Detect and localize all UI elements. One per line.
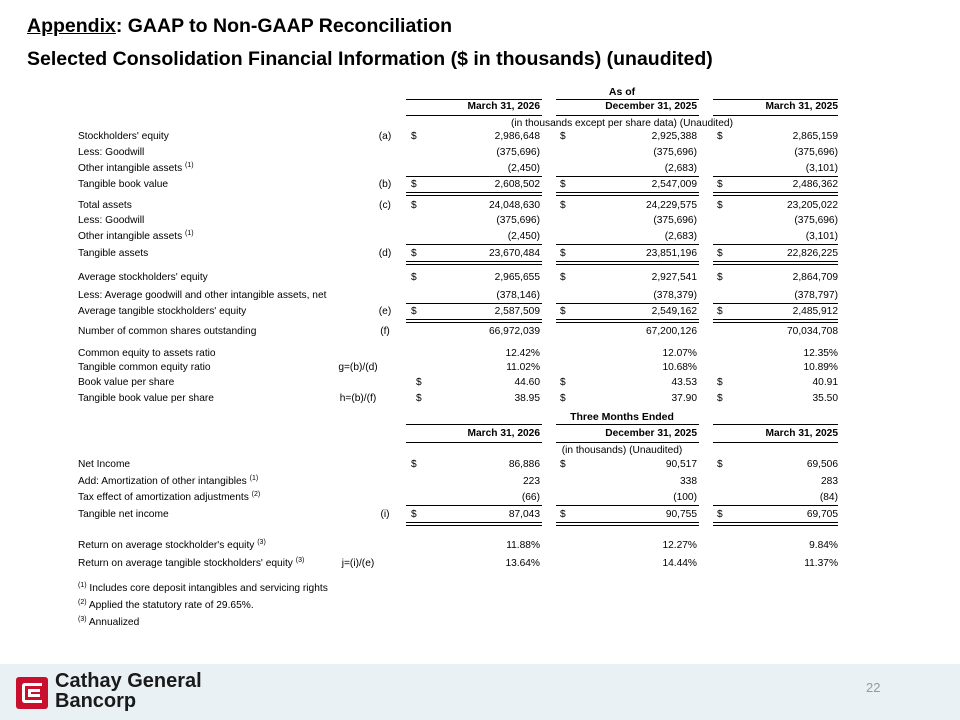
row-code: (e) [378,306,392,317]
dollar-sign: $ [717,272,723,283]
dollar-sign: $ [411,306,417,317]
page-subtitle: Selected Consolidation Financial Information ($ in thousands) (unaudited) [27,48,713,70]
footnote [78,583,328,595]
row-label [78,476,258,488]
subtotal-rule [713,176,838,177]
section2-caption-rule [406,424,542,425]
dollar-sign: $ [717,393,723,404]
row-label-text: Return on average tangible stockholders' equity [78,558,293,569]
row-label [78,540,266,552]
row-code: (f) [380,326,390,337]
section2-column-header: December 31, 2025 [605,428,697,439]
dollar-sign: $ [717,306,723,317]
subtotal-rule [556,244,699,245]
cell-value: 66,972,039 [489,326,540,337]
row-label [78,306,246,318]
section1-header-rule [556,115,699,116]
subtotal-rule [713,505,838,506]
row-label-text: Other intangible assets [78,163,183,174]
subtotal-rule [556,176,699,177]
cell-value: 2,864,709 [792,272,838,283]
cell-value: (375,696) [496,147,540,158]
section1-caption: As of [608,86,636,98]
dollar-sign: $ [560,131,566,142]
cell-value: 24,048,630 [489,200,540,211]
row-label [78,362,211,374]
dollar-sign: $ [411,459,417,470]
cell-value: 22,826,225 [787,248,838,259]
dollar-sign: $ [411,131,417,142]
row-label [78,393,214,405]
total-double-rule [713,192,838,196]
row-label-text: Less: Goodwill [78,147,145,158]
total-double-rule [556,192,699,196]
row-label [78,200,132,212]
row-label [78,215,144,227]
cell-value: 35.50 [812,393,838,404]
cell-value: (378,146) [496,290,540,301]
dollar-sign: $ [560,459,566,470]
cell-value: 2,925,388 [651,131,697,142]
subtotal-rule [556,303,699,304]
cell-value: 37.90 [671,393,697,404]
row-label-text: Average tangible stockholders' equity [78,306,247,317]
cell-value: 11.37% [804,558,838,569]
dollar-sign: $ [560,509,566,520]
section2-header-rule [556,442,699,443]
footnote-marker: (1) [249,475,259,482]
dollar-sign: $ [411,509,417,520]
total-double-rule [406,319,542,323]
cell-value: (2,683) [664,231,697,242]
row-label-text: Book value per share [78,377,175,388]
dollar-sign: $ [560,377,566,388]
row-label-text: Number of common shares outstanding [78,326,257,337]
row-label [78,179,168,191]
cell-value: (375,696) [496,215,540,226]
footnote-marker: (3) [257,539,266,546]
dollar-sign: $ [560,393,566,404]
cell-value: 9.84% [809,540,838,551]
cell-value: (2,450) [507,231,540,242]
cell-value: (375,696) [794,215,838,226]
footnote-text: Includes core deposit intangibles and servicing rights [89,583,328,594]
dollar-sign: $ [411,248,417,259]
footnote-marker: (1) [185,162,194,169]
total-double-rule [556,522,699,526]
row-label [78,147,144,159]
row-label-text: Tangible assets [78,248,149,259]
cell-value: (66) [521,492,540,503]
section2-caption-rule [556,424,699,425]
cell-value: (378,379) [653,290,697,301]
cell-value: 2,927,541 [651,272,697,283]
row-label-text: Tax effect of amortization adjustments [78,492,249,503]
section1-header-rule [406,115,542,116]
row-code: (i) [380,509,390,520]
footnote-marker: (2) [78,599,87,606]
row-code: (d) [378,248,392,259]
cell-value: 14.44% [662,558,697,569]
cell-value: 2,608,502 [494,179,540,190]
row-label-text: Add: Amortization of other intangibles [78,476,247,487]
total-double-rule [556,261,699,265]
row-label-text: Tangible common equity ratio [78,362,211,373]
cell-value: 11.88% [506,540,540,551]
footnote [78,617,139,629]
section2-units-note: (in thousands) (Unaudited) [561,445,683,456]
dollar-sign: $ [560,306,566,317]
dollar-sign: $ [416,377,422,388]
cell-value: 2,549,162 [651,306,697,317]
section2-column-header: March 31, 2025 [765,428,838,439]
cell-value: 10.89% [803,362,838,373]
dollar-sign: $ [717,248,723,259]
row-label [78,248,148,260]
footnote-marker: (3) [295,557,305,564]
row-label [78,348,216,360]
row-label [78,459,130,471]
dollar-sign: $ [717,377,723,388]
total-double-rule [713,522,838,526]
brand-name [55,671,202,711]
row-label-text: Tangible book value per share [78,393,214,404]
footnote-marker: (2) [251,491,261,498]
row-label-text: Total assets [78,200,132,211]
cell-value: (375,696) [653,147,697,158]
dollar-sign: $ [717,131,723,142]
footnote [78,600,254,612]
row-label-text: Tangible net income [78,509,169,520]
subtotal-rule [406,303,542,304]
dollar-sign: $ [560,248,566,259]
section1-units-note: (in thousands except per share data) (Unaudited) [511,118,733,129]
cell-value: 2,547,009 [651,179,697,190]
cell-value: (375,696) [653,215,697,226]
subtotal-rule [556,505,699,506]
row-code: (a) [378,131,392,142]
cell-value: 2,485,912 [792,306,838,317]
section1-caption-rule [556,99,699,100]
cell-value: (375,696) [794,147,838,158]
total-double-rule [406,522,542,526]
cell-value: 2,587,509 [494,306,540,317]
footnote-marker: (1) [78,582,87,589]
section2-header-rule [406,442,542,443]
row-label [78,163,194,175]
title-rest: : GAAP to Non-GAAP Reconciliation [115,15,453,37]
row-label-text: Tangible book value [78,179,169,190]
cell-value: 87,043 [508,509,540,520]
row-label [78,326,256,338]
dollar-sign: $ [717,459,723,470]
row-label [78,492,260,504]
cell-value: (3,101) [805,163,838,174]
page-number: 22 [866,680,881,695]
row-label [78,131,169,143]
subtotal-rule [713,244,838,245]
total-double-rule [713,261,838,265]
section2-caption-rule [713,424,838,425]
cell-value: 24,229,575 [646,200,697,211]
subtotal-rule [406,176,542,177]
row-label [78,377,174,389]
row-code: h=(b)/(f) [339,393,377,404]
cell-value: 40.91 [812,377,838,388]
cell-value: (84) [819,492,838,503]
row-label [78,290,326,302]
row-label-text: Common equity to assets ratio [78,348,216,359]
footnote-text: Applied the statutory rate of 29.65%. [88,600,254,611]
row-label-text: Return on average stockholder's equity [78,540,255,551]
appendix-label: Appendix [27,15,116,37]
cell-value: 12.07% [662,348,697,359]
subtotal-rule [406,505,542,506]
total-double-rule [406,192,542,196]
cell-value: 11.02% [506,362,540,373]
section1-column-header: March 31, 2025 [765,101,838,112]
cell-value: 12.42% [505,348,540,359]
cell-value: 90,755 [665,509,697,520]
cell-value: 44.60 [514,377,540,388]
dollar-sign: $ [411,200,417,211]
dollar-sign: $ [411,272,417,283]
cell-value: 23,205,022 [787,200,838,211]
brand-line-1: Cathay General [55,670,202,692]
row-code: j=(i)/(e) [341,558,375,569]
cell-value: (3,101) [805,231,838,242]
cell-value: 283 [821,476,838,487]
dollar-sign: $ [717,509,723,520]
dollar-sign: $ [717,200,723,211]
cell-value: 90,517 [665,459,697,470]
cell-value: 338 [680,476,697,487]
cell-value: 10.68% [662,362,697,373]
row-label-text: Net Income [78,459,131,470]
cell-value: 13.64% [505,558,540,569]
section1-column-header: March 31, 2026 [467,101,540,112]
section1-header-rule [713,115,838,116]
cell-value: 70,034,708 [787,326,838,337]
total-double-rule [556,319,699,323]
row-label [78,231,194,243]
cell-value: 2,965,655 [494,272,540,283]
row-code: (b) [378,179,392,190]
dollar-sign: $ [560,272,566,283]
cell-value: 67,200,126 [646,326,697,337]
cell-value: (378,797) [794,290,838,301]
cell-value: 38.95 [514,393,540,404]
footnote-marker: (3) [78,616,87,623]
total-double-rule [406,261,542,265]
cell-value: 12.27% [662,540,697,551]
dollar-sign: $ [717,179,723,190]
cell-value: 12.35% [803,348,838,359]
dollar-sign: $ [416,393,422,404]
section2-caption: Three Months Ended [570,411,674,423]
row-label-text: Other intangible assets [78,231,183,242]
cell-value: (100) [673,492,697,503]
row-label-text: Less: Goodwill [78,215,145,226]
cell-value: (2,683) [664,163,697,174]
dollar-sign: $ [411,179,417,190]
footnote-marker: (1) [185,230,194,237]
row-label-text: Less: Average goodwill and other intangible assets, net [78,290,327,301]
cell-value: 23,851,196 [646,248,697,259]
section1-column-header: December 31, 2025 [605,101,697,112]
row-label-text: Average stockholders' equity [78,272,208,283]
cell-value: 2,986,648 [494,131,540,142]
cathay-logo-icon [16,677,48,709]
footnote-text: Annualized [88,617,140,628]
section1-caption-rule [713,99,838,100]
cell-value: 43.53 [671,377,697,388]
dollar-sign: $ [560,200,566,211]
cell-value: 2,486,362 [792,179,838,190]
cell-value: 2,865,159 [792,131,838,142]
cell-value: 86,886 [508,459,540,470]
row-label [78,558,304,570]
cell-value: 69,705 [806,509,838,520]
subtotal-rule [713,303,838,304]
cell-value: (2,450) [507,163,540,174]
row-code: g=(b)/(d) [338,362,378,373]
dollar-sign: $ [560,179,566,190]
row-label [78,272,208,284]
section2-column-header: March 31, 2026 [467,428,540,439]
total-double-rule [713,319,838,323]
row-label-text: Stockholders' equity [78,131,169,142]
section2-header-rule [713,442,838,443]
brand-line-2: Bancorp [55,690,137,712]
section1-caption-rule [406,99,542,100]
cell-value: 23,670,484 [489,248,540,259]
cell-value: 69,506 [806,459,838,470]
row-code: (c) [379,200,391,211]
subtotal-rule [406,244,542,245]
row-label [78,509,169,521]
cell-value: 223 [523,476,540,487]
